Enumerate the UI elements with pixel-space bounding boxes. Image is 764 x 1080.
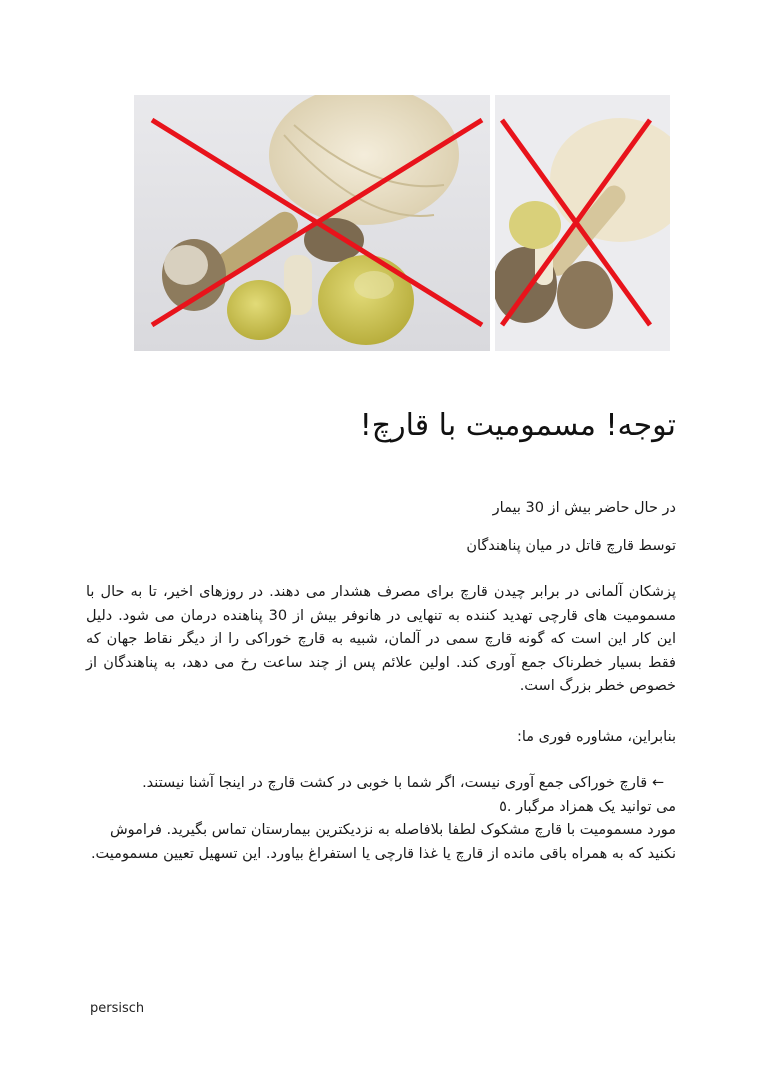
advice-item-1-text: قارچ خوراکی جمع آوری نیست، اگر شما با خوبی در کشت قارچ در اینجا آشنا نیستند. <box>142 775 648 791</box>
advice-heading: بنابراین، مشاوره فوری ما: <box>516 729 676 745</box>
advice-item-3: مورد مسمومیت با قارچ مشکوک لطفا بلافاصله به نزدیکترین بیمارستان تماس بگیرید. فراموش نکنید که به همراه باقی مانده از قارچ یا غذا قارچی یا استفراغ بیاورد. این تسهیل تعیین مسمومیت. <box>90 822 676 862</box>
mushroom-photo-left <box>134 95 490 351</box>
advice-item-2: می توانید یک همزاد مرگبار .٥ <box>499 798 676 815</box>
arrow-icon: ← <box>651 775 664 791</box>
intro-line-2: توسط قارچ قاتل در میان پناهندگان <box>466 538 676 554</box>
page-title: توجه! مسمومیت با قارچ! <box>359 408 676 443</box>
footer-language-label: persisch <box>90 1001 145 1016</box>
warning-paragraph: پزشکان آلمانی در برابر چیدن قارچ برای مصرف هشدار می دهند. در روزهای اخیر، تا به حال با مسمومیت های قارچی تهدید کننده به تنهایی در هانوفر بیش از 30 پناهنده درمان می شود. دلیل این کار این است که گونه قارچ سمی در آلمان، شبیه به قارچ خوراکی را از دیگر نقاط جهان که فقط بسیار خطرناک جمع آوری کند. اولین علائم پس از چند ساعت رخ می دهد، به پناهندگان از خصوص خطر بزرگ است. <box>86 584 676 694</box>
intro-line-1: در حال حاضر بیش از 30 بیمار <box>492 500 676 516</box>
advice-item-1 <box>86 772 676 796</box>
warning-photos <box>134 95 670 351</box>
advice-list <box>86 772 676 866</box>
mushroom-photo-right <box>495 95 670 351</box>
